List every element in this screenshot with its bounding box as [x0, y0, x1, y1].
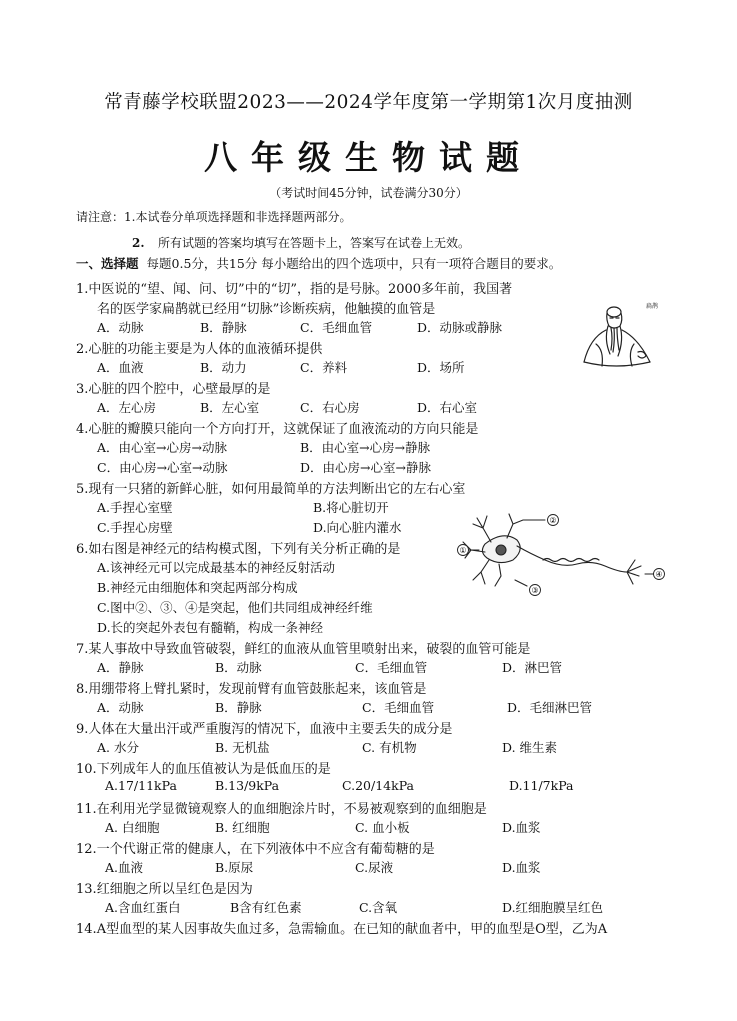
option-c: C．毛细血管 — [355, 660, 428, 675]
question-8 — [76, 678, 426, 697]
exam-subtitle: （考试时间45分钟，试卷满分30分） — [269, 186, 468, 200]
option-c: C.尿液 — [355, 860, 394, 875]
question-number: 1. — [76, 282, 89, 297]
question-number: 8. — [76, 682, 89, 697]
option-b: B．动力 — [200, 360, 247, 375]
question-10-options — [97, 778, 697, 796]
question-11-options — [97, 818, 697, 836]
option-d: D．场所 — [417, 360, 465, 375]
question-text: A型血型的某人因事故失血过多，急需输血。在已知的献血者中，甲的血型是O型，乙为A — [96, 922, 608, 937]
question-4-options-row1 — [97, 438, 697, 456]
label-4: ④ — [655, 570, 663, 579]
option-a: A．动脉 — [97, 320, 144, 335]
question-6-option-d — [97, 618, 697, 636]
label-1: ① — [459, 546, 467, 555]
exam-header: 常青藤学校联盟2023——2024学年度第一学期第1次月度抽测 — [104, 92, 633, 113]
option-c: C．右心房 — [300, 400, 360, 415]
question-1 — [76, 278, 512, 297]
question-2 — [76, 338, 322, 357]
option-b: B．由心室→心房→静脉 — [300, 440, 431, 455]
option-c: C. 有机物 — [362, 740, 417, 755]
note-line-2 — [132, 234, 470, 251]
option-d: D.红细胞膜呈红色 — [502, 900, 604, 915]
question-5 — [76, 478, 465, 497]
question-8-options — [97, 698, 697, 716]
option-c: C．由心房→心室→动脉 — [97, 460, 228, 475]
question-number: 3. — [76, 382, 89, 397]
question-6-option-c — [97, 598, 697, 616]
question-number: 5. — [76, 482, 89, 497]
question-text: 一个代谢正常的健康人，在下列液体中不应含有葡萄糖的是 — [96, 842, 435, 857]
question-11 — [76, 798, 487, 817]
question-number: 9. — [76, 722, 89, 737]
option-a: A.手捏心室壁 — [97, 500, 173, 515]
option-a: A．由心室→心房→动脉 — [97, 440, 227, 455]
option-b: B.原尿 — [215, 860, 254, 875]
option-c: C. 血小板 — [355, 820, 410, 835]
question-text: 红细胞之所以呈红色是因为 — [96, 882, 253, 897]
question-text: 中医说的“望、闻、问、切”中的“切”，指的是号脉。2000多年前，我国著 — [88, 282, 513, 297]
option-d: D．淋巴管 — [502, 660, 563, 675]
question-10 — [76, 758, 331, 777]
option-a: A．血液 — [97, 360, 144, 375]
option-b: B．静脉 — [200, 320, 247, 335]
question-12-options — [97, 858, 697, 876]
question-number: 6. — [76, 542, 89, 557]
question-text: 某人事故中导致血管破裂，鲜红的血液从血管里喷射出来，破裂的血管可能是 — [88, 642, 531, 657]
section-instructions: 每题0.5分，共15分 每小题给出的四个选项中，只有一项符合题目的要求。 — [146, 256, 562, 271]
question-text: 如右图是神经元的结构模式图，下列有关分析正确的是 — [88, 542, 401, 557]
option-b: B.13/9kPa — [215, 778, 280, 793]
question-text: 现有一只猪的新鲜心脏，如何用最简单的方法判断出它的左右心室 — [88, 482, 466, 497]
option-a: A．左心房 — [97, 400, 157, 415]
question-3 — [76, 378, 270, 397]
section-title: 一、选择题 — [76, 256, 139, 271]
question-7-options — [97, 658, 697, 676]
note-number: 2. — [132, 236, 145, 250]
option-d: D.11/7kPa — [509, 778, 574, 793]
question-7 — [76, 638, 530, 657]
option-b: B.神经元由细胞体和突起两部分构成 — [97, 580, 298, 595]
option-a: A.该神经元可以完成最基本的神经反射活动 — [97, 560, 336, 575]
label-3: ③ — [531, 586, 539, 595]
option-d: D.血浆 — [502, 820, 541, 835]
question-text: 心脏的瓣膜只能向一个方向打开，这就保证了血液流动的方向只能是 — [88, 422, 479, 437]
portrait-caption: 扁鹊 — [646, 303, 658, 310]
bianque-portrait — [576, 300, 658, 370]
option-c: C．养料 — [300, 360, 348, 375]
option-a: A．静脉 — [97, 660, 144, 675]
option-c: C.20/14kPa — [342, 778, 414, 793]
section-heading — [76, 254, 561, 272]
option-b: B．左心室 — [200, 400, 260, 415]
question-9 — [76, 718, 452, 737]
question-number: 13. — [76, 882, 97, 897]
question-text: 用绷带将上臂扎紧时，发现前臂有血管鼓胀起来，该血管是 — [88, 682, 427, 697]
question-number: 10. — [76, 762, 97, 777]
option-d: D. 维生素 — [502, 740, 558, 755]
option-b: B．静脉 — [215, 700, 262, 715]
question-3-options — [97, 398, 697, 416]
option-a: A. 白细胞 — [105, 820, 160, 835]
question-text: 在利用光学显微镜观察人的血细胞涂片时，不易被观察到的血细胞是 — [96, 802, 487, 817]
question-number: 2. — [76, 342, 89, 357]
option-a: A．动脉 — [97, 700, 144, 715]
option-b: B．动脉 — [215, 660, 262, 675]
question-number: 14. — [76, 922, 97, 937]
question-number: 12. — [76, 842, 97, 857]
option-d: D．动脉或静脉 — [417, 320, 503, 335]
option-b: B. 无机盐 — [215, 740, 270, 755]
question-text: 下列成年人的血压值被认为是低血压的是 — [96, 762, 331, 777]
option-d: D.长的突起外表包有髓鞘，构成一条神经 — [97, 620, 324, 635]
option-c: C.含氧 — [359, 900, 398, 915]
exam-title: 八年级生物试题 — [204, 138, 533, 177]
label-2: ② — [549, 516, 557, 525]
note-text: 所有试题的答案均填写在答题卡上，答案写在试卷上无效。 — [158, 236, 471, 250]
option-b: B. 红细胞 — [215, 820, 270, 835]
option-d: D．毛细淋巴管 — [507, 700, 593, 715]
option-b: B.将心脏切开 — [313, 500, 389, 515]
question-4-options-row2 — [97, 458, 697, 476]
question-12 — [76, 838, 435, 857]
question-14 — [76, 918, 607, 937]
question-13 — [76, 878, 253, 897]
question-text: 人体在大量出汗或严重腹泻的情况下，血液中主要丢失的成分是 — [88, 722, 453, 737]
question-text: 心脏的功能主要是为人体的血液循环提供 — [88, 342, 323, 357]
option-d: D．由心房→心室→静脉 — [300, 460, 431, 475]
option-a: A. 水分 — [97, 740, 139, 755]
option-c: C.手捏心房壁 — [97, 520, 173, 535]
question-1-cont: 名的医学家扁鹊就已经用“切脉”诊断疾病，他触摸的血管是 — [97, 302, 436, 317]
option-c: C.图中②、③、④是突起，他们共同组成神经纤维 — [97, 600, 373, 615]
question-13-options — [97, 898, 697, 916]
neuron-diagram — [455, 510, 667, 600]
option-d: D．右心室 — [417, 400, 478, 415]
option-a: A.血液 — [105, 860, 144, 875]
option-d: D.血浆 — [502, 860, 541, 875]
question-number: 11. — [76, 802, 97, 817]
option-d: D.向心脏内灌水 — [313, 520, 402, 535]
option-c: C．毛细血管 — [300, 320, 373, 335]
option-b: B含有红色素 — [230, 900, 302, 915]
question-6 — [76, 538, 400, 557]
option-c: C．毛细血管 — [362, 700, 435, 715]
note-line-1: 请注意：1.本试卷分单项选择题和非选择题两部分。 — [76, 210, 352, 224]
option-a: A.含血红蛋白 — [105, 900, 181, 915]
question-text: 心脏的四个腔中，心壁最厚的是 — [88, 382, 271, 397]
question-4 — [76, 418, 478, 437]
option-a: A.17/11kPa — [105, 778, 177, 793]
question-number: 7. — [76, 642, 89, 657]
question-number: 4. — [76, 422, 89, 437]
question-9-options — [97, 738, 697, 756]
